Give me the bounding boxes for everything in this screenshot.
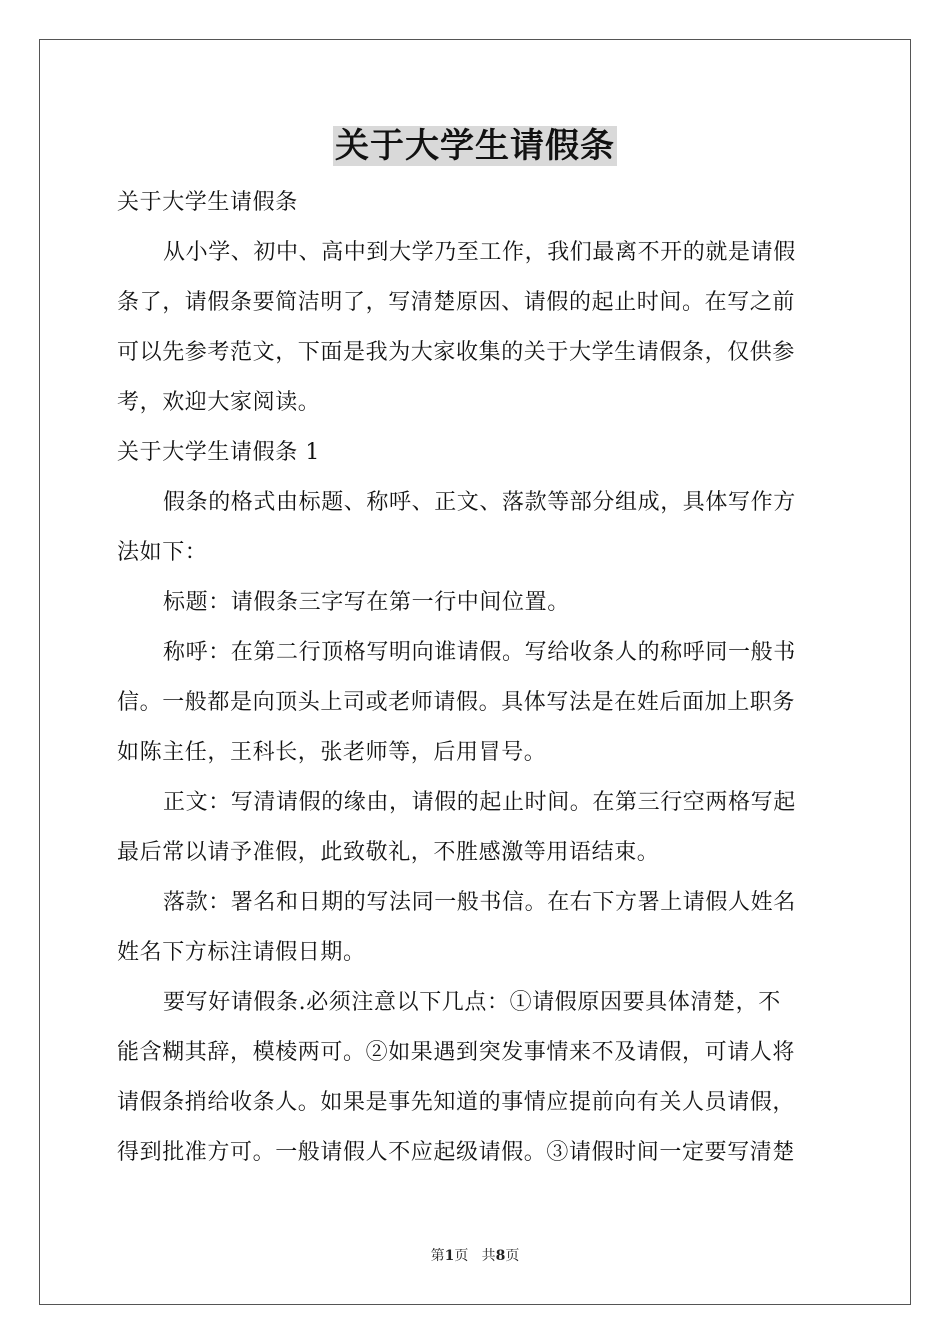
footer-total-prefix: 共 bbox=[481, 1248, 496, 1264]
body-line: 假条的格式由标题、称呼、正文、落款等部分组成，具体写作方 bbox=[163, 490, 796, 515]
body-line: 姓名下方标注请假日期。 bbox=[117, 940, 366, 965]
body-line: 请假条捎给收条人。如果是事先知道的事情应提前向有关人员请假， bbox=[117, 1090, 796, 1115]
body-line: 信。一般都是向顶头上司或老师请假。具体写法是在姓后面加上职务 bbox=[117, 690, 796, 715]
body-line: 从小学、初中、高中到大学乃至工作，我们最离不开的就是请假 bbox=[163, 240, 796, 265]
page-footer bbox=[0, 1246, 950, 1266]
footer-page-number: 1 bbox=[444, 1248, 455, 1264]
body-line: 正文：写清请假的缘由，请假的起止时间。在第三行空两格写起 bbox=[163, 790, 796, 815]
document-title bbox=[0, 124, 950, 168]
footer-page-suffix: 页 bbox=[454, 1248, 469, 1264]
body-line: 可以先参考范文，下面是我为大家收集的关于大学生请假条，仅供参 bbox=[117, 340, 796, 365]
body-line: 标题：请假条三字写在第一行中间位置。 bbox=[163, 590, 570, 615]
body-line: 得到批准方可。一般请假人不应起级请假。③请假时间一定要写清楚 bbox=[117, 1140, 796, 1165]
footer-page-prefix: 第 bbox=[430, 1248, 445, 1264]
body-line: 落款：署名和日期的写法同一般书信。在右下方署上请假人姓名 bbox=[163, 890, 796, 915]
body-line: 称呼：在第二行顶格写明向谁请假。写给收条人的称呼同一般书 bbox=[163, 640, 796, 665]
body-line: 要写好请假条.必须注意以下几点：①请假原因要具体清楚，不 bbox=[163, 990, 781, 1015]
body-line: 关于大学生请假条 bbox=[117, 190, 298, 215]
document-body bbox=[117, 178, 835, 1178]
footer-total-suffix: 页 bbox=[505, 1248, 520, 1264]
body-line: 最后常以请予准假，此致敬礼，不胜感激等用语结束。 bbox=[117, 840, 660, 865]
section-heading: 关于大学生请假条 1 bbox=[117, 440, 320, 465]
body-line: 如陈主任，王科长，张老师等，后用冒号。 bbox=[117, 740, 547, 765]
footer-total-pages: 8 bbox=[495, 1248, 506, 1264]
body-line: 条了，请假条要简洁明了，写清楚原因、请假的起止时间。在写之前 bbox=[117, 290, 796, 315]
body-line: 能含糊其辞，模棱两可。②如果遇到突发事情来不及请假，可请人将 bbox=[117, 1040, 796, 1065]
body-line: 考，欢迎大家阅读。 bbox=[117, 390, 321, 415]
document-title-text: 关于大学生请假条 bbox=[335, 126, 615, 166]
body-line: 法如下： bbox=[117, 540, 208, 565]
